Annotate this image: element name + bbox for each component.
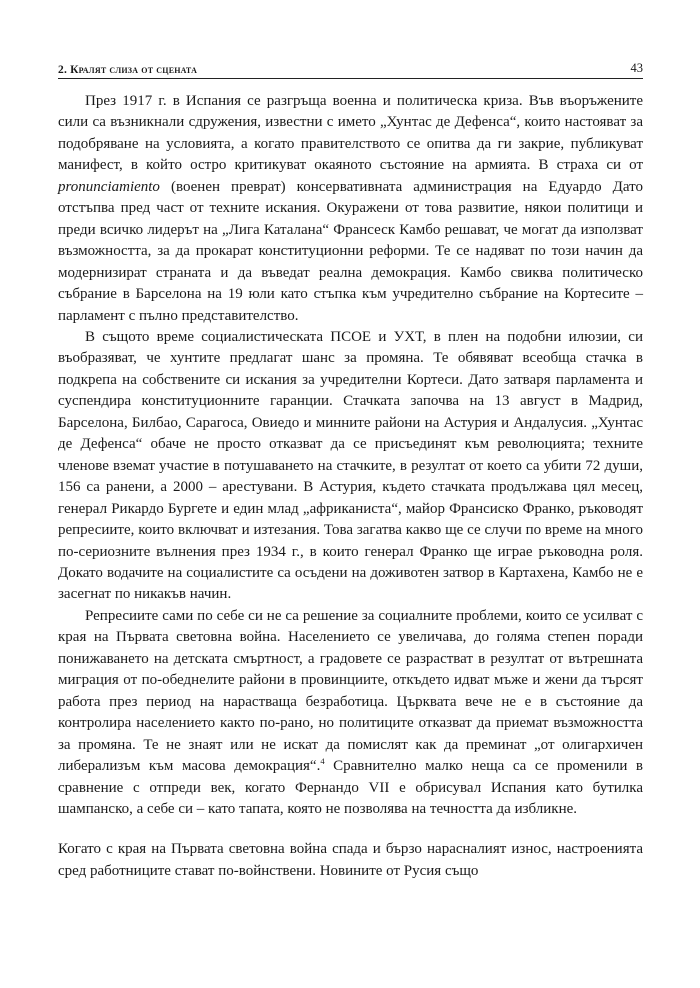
body-text	[58, 91, 643, 882]
paragraph-1-text-b: (военен преврат) консервативната администрация на Едуардо Дато отстъпва пред част от техните искания. Окуражени от това развитие, някои политици и преди всичко лидерът на „Лига Каталана“ Франсеск Камбо решават, че могат да използват възможността, за да прокарат конституционни реформи. Те се надяват по този начин да модернизират страната и да въведат реална демокрация. Камбо свиква политическо събрание в Барселона на 19 юли като стъпка към учредително събрание на Кортесите – парламент с пълно представителство.	[58, 178, 643, 324]
chapter-title: 2. Кралят слиза от сцената	[58, 64, 198, 76]
footnote-marker: 4	[320, 756, 325, 767]
running-header	[58, 58, 643, 79]
paragraph-3	[58, 606, 643, 821]
paragraph-2: В същото време социалистическата ПСОЕ и УХТ, в плен на подобни илюзии, си въобразяват, че хунтите предлагат шанс за промяна. Те обявяват всеобща стачка в подкрепа на собствените си искания за учредителни Кортеси. Дато затваря парламента и суспендира конституционните гаранции. Стачката започва на 13 август в Мадрид, Барселона, Билбао, Сарагоса, Овиедо и минните райони на Астурия и Андалусия. „Хунтас де Дефенса“ обаче не просто отказват да се присъединят към революцията; техните членове вземат участие в потушаването на стачките, в резултат от което са убити 72 души, 156 са ранени, а 2000 – арестувани. В Астурия, където стачката продължава цял месец, генерал Рикардо Бургете и един млад „африканиста“, майор Франсиско Франко, ръководят репресиите, които включват и изтезания. Това загатва какво ще се случи по време на много по-сериозните вълнения през 1934 г., в които генерал Франко ще играе ръководна роля. Докато водачите на социалистите са осъдени на доживотен затвор в Картахена, Камбо не е засегнат по никакъв начин.	[58, 328, 643, 603]
paragraph-3-text-a: Репресиите сами по себе си не са решение за социалните проблеми, които се усилват с края на Първата световна война. Населението се увеличава, до голяма степен поради понижаването на детската смъртност, а градовете се разрастват в резултат от вътрешната миграция от по-обеднелите райони в провинциите, откъдето идват мъже и жени да търсят работа през период на нарастваща безработица. Църквата вече не е в състояние да контролира населението както по-рано, но политиците отказват да приемат възможността за промяна. Те не знаят или не искат да помислят как да преминат „от олигархичен либерализъм към масова демокрация“.	[58, 607, 643, 775]
paragraph-4: Когато с края на Първата световна война спада и бързо нарасналият износ, настроенията сред работниците стават по-войнствени. Новините от Русия също	[58, 841, 643, 879]
paragraph-1	[58, 91, 643, 327]
paragraph-1-text-a: През 1917 г. в Испания се разгръща военна и политическа криза. Във въоръжените сили са възникнали сдружения, известни с името „Хунтас де Дефенса“, които настояват за подобряване на условията, а когато правителството се опитва да ги закрие, публикуват манифест, в който остро критикуват окаяното състояние на армията. В страха си от	[58, 93, 643, 174]
italic-term: pronunciamiento	[58, 178, 160, 195]
paragraph-3-text-b: Сравнително малко неща са се променили в сравнение с отпреди век, когато Фернандо VII е обрисувал Испания като бутилка шампанско, а себе си – като тапата, която не позволява на течността да избликне.	[58, 758, 643, 817]
page-number: 43	[630, 61, 643, 75]
